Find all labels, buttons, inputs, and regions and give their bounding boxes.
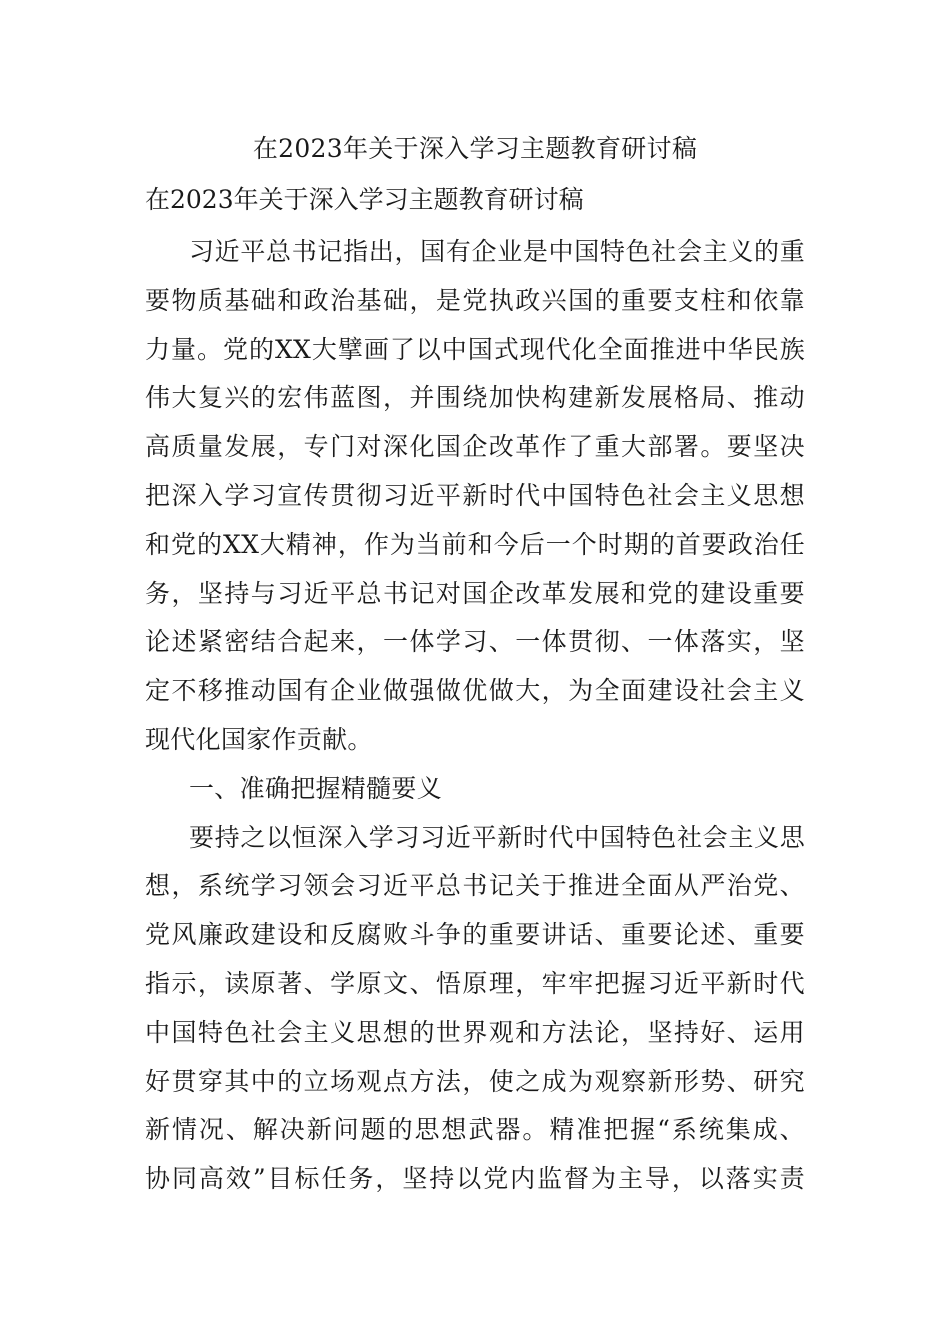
text-line: 好贯穿其中的立场观点方法，使之成为观察新形势、研究 xyxy=(145,1066,805,1096)
text-line: 现代化国家作贡献。 xyxy=(145,724,373,754)
section-heading: 一、准确把握精髓要义 xyxy=(189,773,443,803)
paragraph-section1 xyxy=(145,814,805,1204)
text-line: 务，坚持与习近平总书记对国企改革发展和党的建设重要 xyxy=(145,578,805,608)
text-line: 中国特色社会主义思想的世界观和方法论，坚持好、运用 xyxy=(145,1017,805,1047)
text-line: 把深入学习宣传贯彻习近平新时代中国特色社会主义思想 xyxy=(145,480,805,510)
document-body xyxy=(145,228,805,1204)
text-line: 论述紧密结合起来，一体学习、一体贯彻、一体落实，坚 xyxy=(145,627,805,657)
text-line: 习近平总书记指出，国有企业是中国特色社会主义的重 xyxy=(189,237,805,266)
document-subtitle: 在2023年关于深入学习主题教育研讨稿 xyxy=(145,185,584,214)
paragraph-intro xyxy=(145,228,805,765)
text-line: 力量。党的XX大擘画了以中国式现代化全面推进中华民族 xyxy=(145,334,805,364)
text-line: 协同高效”目标任务，坚持以党内监督为主导，以落实责 xyxy=(145,1164,805,1194)
text-line: 要持之以恒深入学习习近平新时代中国特色社会主义思 xyxy=(189,822,805,852)
text-line: 和党的XX大精神，作为当前和今后一个时期的首要政治任 xyxy=(145,529,805,559)
text-line: 党风廉政建设和反腐败斗争的重要讲话、重要论述、重要 xyxy=(145,920,805,950)
text-line: 想，系统学习领会习近平总书记关于推进全面从严治党、 xyxy=(145,871,805,901)
text-line: 指示，读原著、学原文、悟原理，牢牢把握习近平新时代 xyxy=(145,968,805,998)
text-line: 伟大复兴的宏伟蓝图，并围绕加快构建新发展格局、推动 xyxy=(145,383,805,413)
document-title: 在2023年关于深入学习主题教育研讨稿 xyxy=(252,134,698,163)
text-line: 高质量发展，专门对深化国企改革作了重大部署。要坚决 xyxy=(145,432,805,462)
text-line: 定不移推动国有企业做强做优做大，为全面建设社会主义 xyxy=(145,676,805,706)
text-line: 要物质基础和政治基础，是党执政兴国的重要支柱和依靠 xyxy=(145,285,805,315)
text-line: 新情况、解决新问题的思想武器。精准把握“系统集成、 xyxy=(145,1115,805,1145)
